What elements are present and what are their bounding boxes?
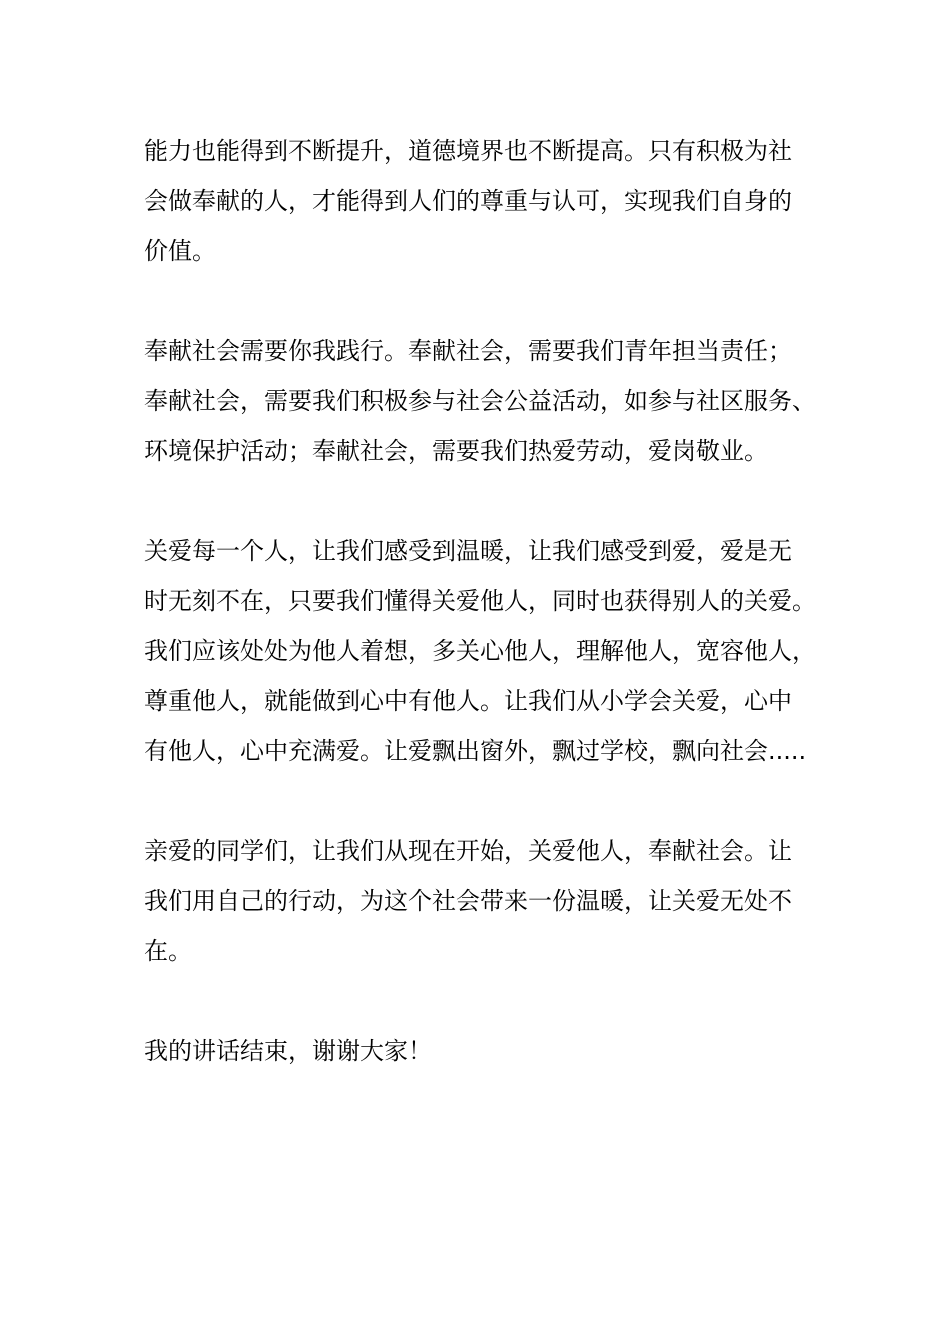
document-body bbox=[144, 126, 834, 1126]
text-line: 有他人，心中充满爱。让爱飘出窗外，飘过学校，飘向社会..... bbox=[144, 737, 807, 765]
paragraph-2 bbox=[144, 326, 834, 476]
text-line: 亲爱的同学们，让我们从现在开始，关爱他人，奉献社会。让 bbox=[144, 837, 792, 865]
paragraph-closing bbox=[144, 1026, 834, 1076]
text-line: 我们用自己的行动，为这个社会带来一份温暖，让关爱无处不 bbox=[144, 887, 792, 915]
text-line: 会做奉献的人，才能得到人们的尊重与认可，实现我们自身的 bbox=[144, 187, 792, 215]
text-line: 关爱每一个人，让我们感受到温暖，让我们感受到爱，爱是无 bbox=[144, 537, 792, 565]
text-line: 价值。 bbox=[144, 237, 216, 265]
text-line: 时无刻不在，只要我们懂得关爱他人，同时也获得别人的关爱。 bbox=[144, 587, 816, 615]
text-line: 尊重他人，就能做到心中有他人。让我们从小学会关爱，心中 bbox=[144, 687, 792, 715]
text-line: 我们应该处处为他人着想，多关心他人，理解他人，宽容他人， bbox=[144, 637, 816, 665]
text-line: 奉献社会，需要我们积极参与社会公益活动，如参与社区服务、 bbox=[144, 387, 816, 415]
text-line: 环境保护活动；奉献社会，需要我们热爱劳动，爱岗敬业。 bbox=[144, 437, 768, 465]
text-line: 我的讲话结束，谢谢大家！ bbox=[144, 1037, 432, 1065]
text-line: 能力也能得到不断提升，道德境界也不断提高。只有积极为社 bbox=[144, 137, 792, 165]
text-line: 在。 bbox=[144, 937, 192, 965]
paragraph-4 bbox=[144, 826, 834, 976]
paragraph-3 bbox=[144, 526, 834, 776]
text-line: 奉献社会需要你我践行。奉献社会，需要我们青年担当责任； bbox=[144, 337, 792, 365]
paragraph-1 bbox=[144, 126, 834, 276]
